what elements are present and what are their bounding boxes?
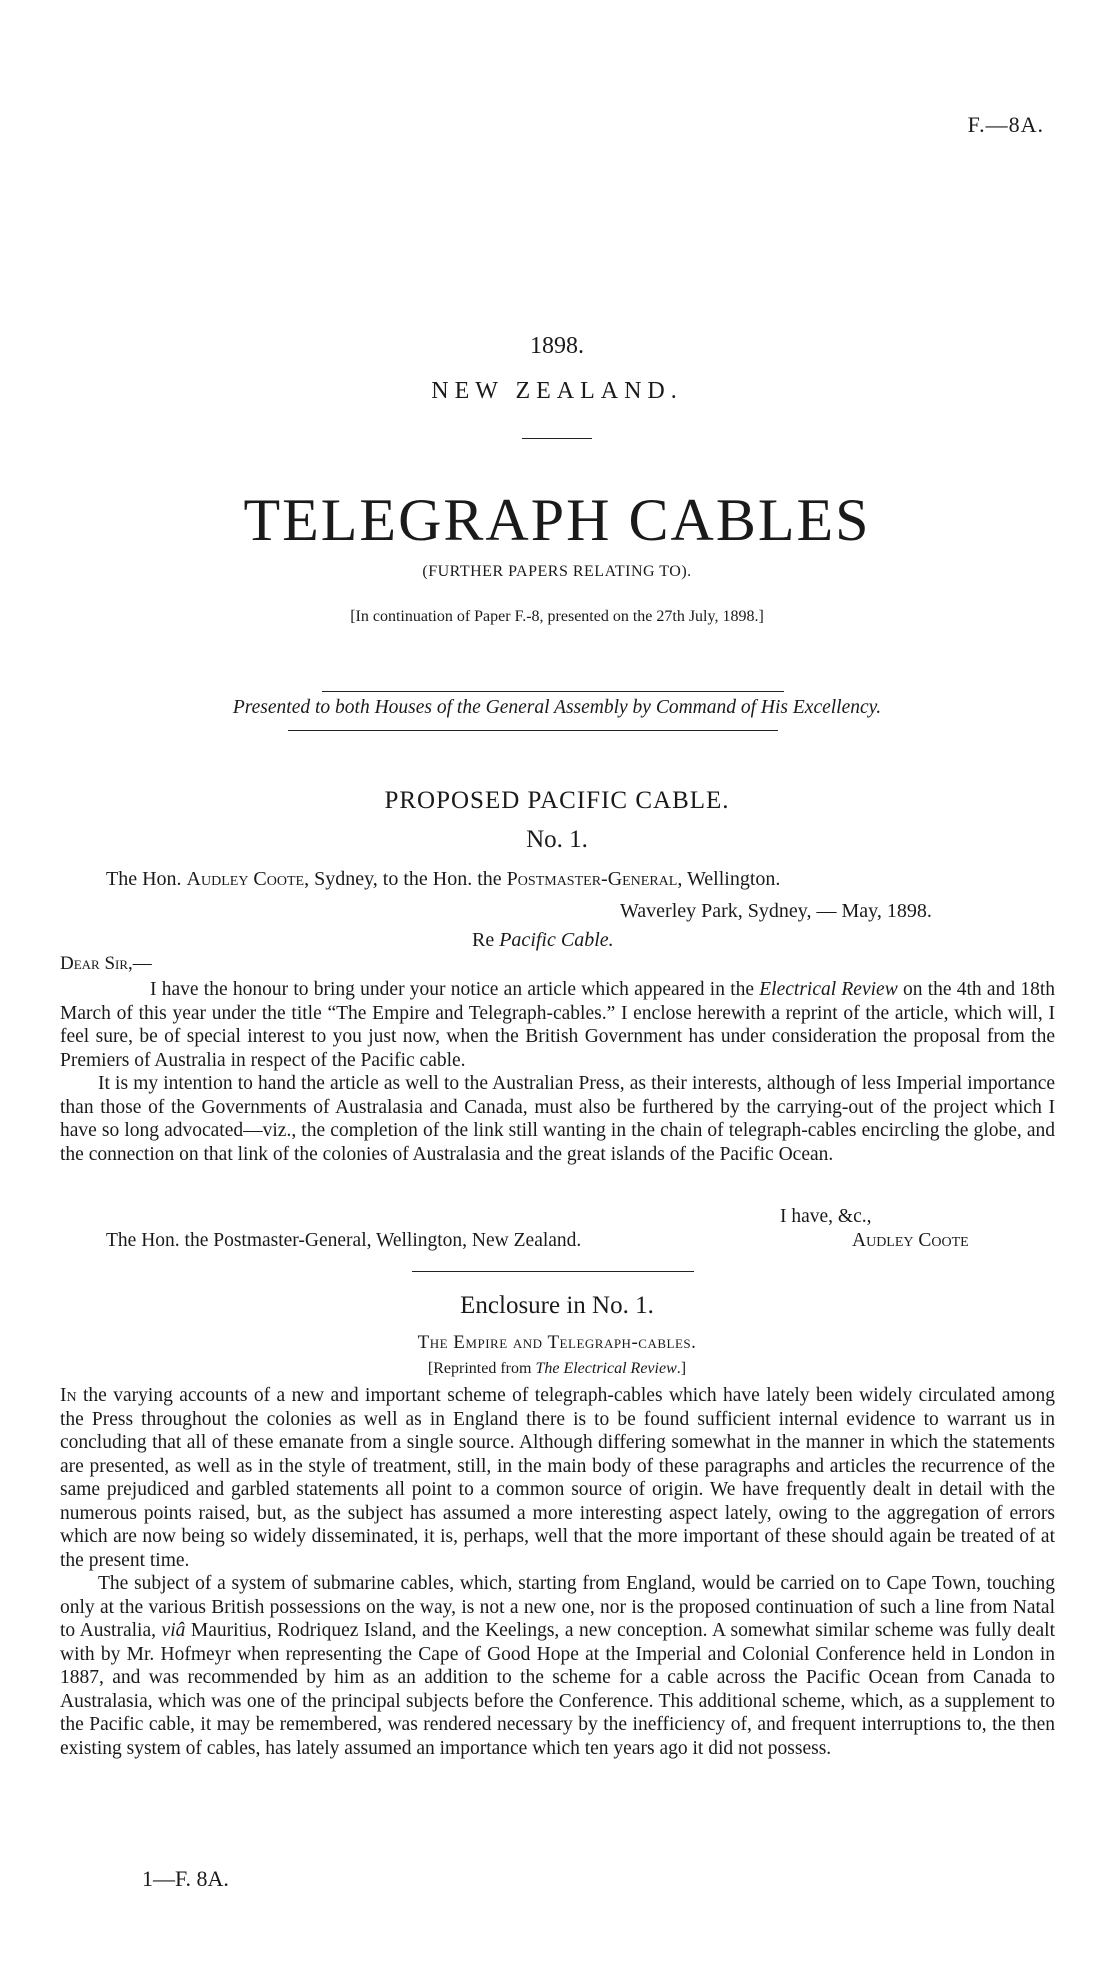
divider-short (522, 438, 592, 439)
continuation-note: [In continuation of Paper F.-8, presented on the 27th July, 1898.] (350, 608, 764, 625)
section-title: PROPOSED PACIFIC CABLE. (384, 787, 730, 814)
document-reference: F.—8A. (967, 112, 1044, 137)
letter-number: No. 1. (526, 826, 588, 853)
article-body (60, 1384, 1055, 1760)
year: 1898. (530, 333, 584, 359)
signature: Audley Coote (852, 1230, 969, 1251)
footer-signature: 1—F. 8A. (142, 1866, 229, 1891)
letter-paragraph-1: I have the honour to bring under your notice an article which appeared in the Electrical Review on the 4th and 18th March of this year under the title “The Empire and Telegraph-cables.” I enclose herewith a reprint of the article, which will, I feel sure, be of special interest to you just now, when the British Government has under consideration the proposal from the Premiers of Australia in respect of the Pacific cable. (60, 979, 1055, 1071)
letter-from-to: The Hon. Audley Coote, Sydney, to the Hon. the Postmaster-General, Wellington. (106, 868, 781, 890)
country: NEW ZEALAND. (431, 378, 683, 404)
enclosure-heading: Enclosure in No. 1. (460, 1292, 654, 1319)
article-paragraph-2: The subject of a system of submarine cables, which, starting from England, would be carried on to Cape Town, touching only at the various British possessions on the way, is not a new one, nor is the proposed continuation of such a line from Natal to Australia, viâ Mauritius, Rodriquez Island, and the Keelings, a new conception. A somewhat similar scheme was fully dealt with by Mr. Hofmeyr when representing the Cape of Good Hope at the Imperial and Colonial Conference held in London in 1887, and was recommended by him as an addition to the scheme for a cable across the Pacific Ocean from Canada to Australasia, which was one of the principal subjects before the Conference. This additional scheme, which, as a supplement to the Pacific cable, it may be remembered, was rendered necessary by the inefficiency of, and frequent interruptions to, the then existing system of cables, has lately assumed an importance which ten years ago it did not possess. (60, 1573, 1055, 1759)
reprint-note: [Reprinted from The Electrical Review.] (427, 1360, 687, 1377)
divider-lower (288, 730, 778, 731)
document-title: TELEGRAPH CABLES (243, 487, 871, 553)
letter-body (60, 978, 1055, 1166)
sender-name: Audley Coote (186, 868, 305, 890)
re-line: Re Pacific Cable. (472, 929, 614, 951)
divider-enclosure (412, 1271, 694, 1272)
presented-statement: Presented to both Houses of the General Assembly by Command of His Excellency. (232, 697, 882, 718)
recipient-title: Postmaster-General (506, 868, 678, 890)
letter-paragraph-2: It is my intention to hand the article as well to the Australian Press, as their interests, although of less Imperial importance than those of the Governments of Australasia and Canada, must also be furthered by the carrying-out of the project which I have so long advocated—viz., the completion of the link still wanting in the chain of telegraph-cables encircling the globe, and the connection on that link of the colonies of Australasia and the great islands of the Pacific Ocean. (60, 1073, 1055, 1165)
address-date: Waverley Park, Sydney, — May, 1898. (620, 900, 932, 922)
salutation: Dear Sir,— (60, 953, 152, 974)
article-paragraph-1: In the varying accounts of a new and important scheme of telegraph-cables which have lately been widely circulated among the Press throughout the colonies as well as in England there is to be found sufficient internal evidence to warrant us in concluding that all of these emanate from a single source. Although differing somewhat in the manner in which the statements are presented, as well as in the style of treatment, still, in the main body of these paragraphs and articles the recurrence of the same prejudiced and garbled statements all point to a common source of origin. We have frequently dealt in detail with the numerous points raised, but, as the subject has assumed a more interesting aspect lately, owing to the aggregation of errors which are now being so widely disseminated, it is, perhaps, well that the more important of these should again be treated of at the present time. (60, 1385, 1055, 1571)
document-subtitle: (FURTHER PAPERS RELATING TO). (422, 563, 692, 580)
letter-closing: I have, &c., (780, 1206, 872, 1227)
addressee: The Hon. the Postmaster-General, Wellington, New Zealand. (106, 1230, 582, 1251)
article-title: The Empire and Telegraph-cables. (417, 1332, 697, 1353)
divider-upper (322, 691, 784, 692)
